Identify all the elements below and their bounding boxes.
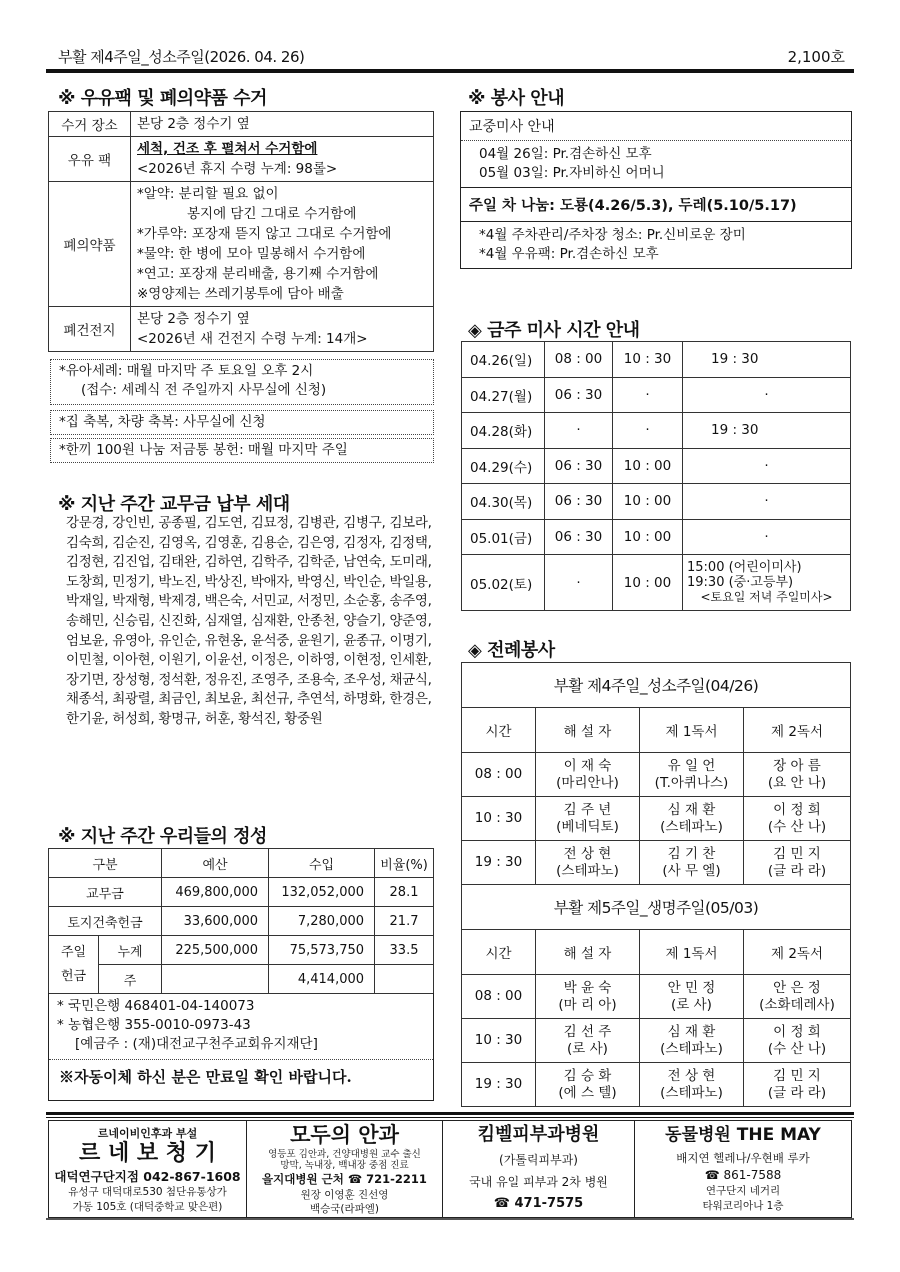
table-row — [462, 555, 851, 611]
commentator — [536, 753, 640, 797]
medicine-line: 봉지에 담긴 그대로 수거함에 — [187, 206, 357, 222]
milk-pack-count: <2026년 휴지 수령 누계: 98롤> — [137, 161, 338, 177]
medicine-line: *물약: 한 병에 모아 밀봉해서 수거함에 — [137, 246, 366, 262]
account-holder: [예금주 : (재)대전교구천주교회유지재단] — [75, 1036, 318, 1052]
ad-line: 을지대병원 근처 ☎ 721-2211 — [262, 1172, 427, 1186]
ad-dermatology — [443, 1121, 635, 1217]
bank-account: * 국민은행 468401-04-140073 — [57, 998, 255, 1014]
mass-time: 10 : 00 — [613, 519, 683, 555]
col-header: 제 2독서 — [744, 930, 851, 975]
ratio-value: 33.5 — [375, 936, 434, 965]
service-time: 10 : 30 — [462, 797, 536, 841]
commentator — [536, 841, 640, 885]
bank-account: * 농협은행 355-0010-0973-43 — [57, 1017, 251, 1033]
mass-time: 10 : 00 — [613, 555, 683, 611]
table-row — [49, 112, 434, 137]
service-time: 19 : 30 — [462, 1063, 536, 1107]
mass-time: · — [683, 448, 851, 484]
waste-section-title: ※ 우유팩 및 폐의약품 수거 — [58, 88, 267, 109]
table-row — [462, 841, 851, 885]
week-title: 부활 제5주일_생명주일(05/03) — [462, 885, 851, 930]
donor-names: 강문경, 강인빈, 공종필, 김도연, 김묘정, 김병관, 김병구, 김보라, 김숙희, 김순진, 김영옥, 김영훈, 김용순, 김은영, 김정자, 김정택, 김정현, 김진업, 김태완, 김하연, 김학주, 김학준, 남연숙, 도미래, 도창희, 민정기, 박노진, 박상진, 박애자, 박영신, 박인순, 박일용, 박재일, 박재형, 박제경, 백은숙, 서민교, 서정민, 소순홍, 송주영, 송해민, 신승림, 신진화, 심재열, 심재환, 안종천, 양슬기, 양준영, 엄보윤, 유영아, 유인순, 유현옹, 윤석중, 윤원기, 윤종규, 이명기, 이민철, 이아현, 이원기, 이윤선, 이정은, 이하영, 이현정, 인세환, 장기면, 장성형, 정석환, 정유진, 조영주, 조용숙, 조우성, 채균식, 채종석, 최광렬, 최금인, 최보윤, 최선규, 추연석, 하명화, 한경은, 한기윤, 허성희, 황명규, 허훈, 황석진, 황중원 — [66, 515, 432, 727]
ad-line: 유성구 대덕대로530 첨단유통상가 — [68, 1186, 227, 1198]
ad-hearing-aid — [49, 1121, 247, 1217]
mass-times-table — [461, 341, 851, 611]
ad-line: ☎ 471-7575 — [493, 1196, 584, 1211]
mass-time: 06 : 30 — [545, 484, 613, 520]
mass-time-line: 15:00 (어린이미사) — [687, 560, 802, 575]
ad-name: 르 네 보 청 기 — [79, 1141, 216, 1166]
table-row — [49, 878, 434, 907]
mass-service-header: 교중미사 안내 — [461, 112, 851, 141]
bulletin-title: 부활 제4주일_성소주일(2026. 04. 26) — [58, 48, 305, 66]
ad-line: 가동 105호 (대덕중학교 맞은편) — [72, 1201, 223, 1213]
baptismal-name: (T.아퀴나스) — [654, 774, 729, 791]
person-name: 김 주 년 — [563, 801, 612, 818]
col-header: 예산 — [162, 849, 269, 878]
first-reader — [640, 841, 744, 885]
sunday-offering-label — [49, 936, 99, 994]
ad-line: 망막, 녹내장, 백내장 중점 진료 — [280, 1160, 409, 1171]
commentator — [536, 1019, 640, 1063]
budget-value — [162, 965, 269, 994]
person-name: 유 일 언 — [667, 757, 716, 774]
row-label: 누계 — [99, 936, 162, 965]
person-name: 김 승 화 — [563, 1067, 612, 1084]
ad-name: 모두의 안과 — [290, 1123, 399, 1147]
ad-line: 백승국(라파엘) — [309, 1203, 380, 1215]
ratio-value: 21.7 — [375, 907, 434, 936]
commentator — [536, 975, 640, 1019]
row-label: 폐건전지 — [49, 307, 131, 352]
person-name: 심 재 환 — [667, 1023, 716, 1040]
mass-time: 06 : 30 — [545, 448, 613, 484]
person-name: 이 재 숙 — [563, 757, 612, 774]
ad-animal-hospital — [635, 1121, 851, 1217]
commentator — [536, 1063, 640, 1107]
income-value: 7,280,000 — [269, 907, 375, 936]
second-reader — [744, 1019, 851, 1063]
income-value: 132,052,000 — [269, 878, 375, 907]
mass-date: 04.29(수) — [462, 448, 545, 484]
col-header: 제 1독서 — [640, 930, 744, 975]
week-title-row — [462, 885, 851, 930]
col-header: 구분 — [49, 849, 162, 878]
mass-service-line: 04월 26일: Pr.겸손하신 모후 — [479, 146, 652, 162]
header-rule — [46, 69, 854, 73]
label-line: 주일 — [60, 944, 87, 960]
mass-service-line: 05월 03일: Pr.자비하신 어머니 — [479, 165, 665, 181]
ad-line: 국내 유일 피부과 2차 병원 — [469, 1175, 608, 1189]
budget-value: 33,600,000 — [162, 907, 269, 936]
table-row — [462, 797, 851, 841]
mass-time-note: <토요일 저녁 주일미사> — [700, 590, 833, 604]
mass-time: 06 : 30 — [545, 377, 613, 413]
label-line: 헌금 — [60, 968, 87, 984]
service-line: *4월 주차관리/주차장 청소: Pr.신비로운 장미 — [479, 227, 746, 243]
second-reader — [744, 797, 851, 841]
service-time: 08 : 00 — [462, 753, 536, 797]
mass-time: · — [545, 555, 613, 611]
col-header: 제 1독서 — [640, 708, 744, 753]
col-header: 비율(%) — [375, 849, 434, 878]
baptismal-name: (마 리 아) — [558, 996, 617, 1013]
row-label: 주 — [99, 965, 162, 994]
battery-count: <2026년 새 건전지 수령 누계: 14개> — [137, 331, 368, 347]
baptismal-name: (수 산 나) — [767, 1040, 827, 1057]
week-title: 부활 제4주일_성소주일(04/26) — [462, 663, 851, 708]
mass-time: 10 : 30 — [613, 342, 683, 378]
row-value: 본당 2층 정수기 옆 — [131, 112, 434, 137]
first-reader — [640, 797, 744, 841]
service-line: *4월 우유팩: Pr.겸손하신 모후 — [479, 246, 659, 262]
second-reader — [744, 1063, 851, 1107]
table-row — [462, 484, 851, 520]
notice-savings — [50, 438, 434, 463]
table-row — [49, 137, 434, 182]
row-label: 토지건축헌금 — [49, 907, 162, 936]
baptismal-name: (에 스 텔) — [558, 1084, 617, 1101]
notice-line: *한끼 100원 나눔 저금통 봉헌: 매월 마지막 주일 — [59, 442, 348, 458]
ad-line: ☎ 861-7588 — [704, 1168, 782, 1182]
baptismal-name: (베네딕토) — [556, 818, 619, 835]
ad-banner — [48, 1120, 852, 1218]
week-title-row — [462, 663, 851, 708]
baptismal-name: (스테파노) — [556, 862, 619, 879]
baptismal-name: (스테파노) — [660, 1040, 723, 1057]
mass-time: · — [683, 519, 851, 555]
person-name: 김 민 지 — [773, 845, 821, 862]
mass-date: 04.27(월) — [462, 377, 545, 413]
liturgy-title: ◈ 전례봉사 — [468, 640, 555, 661]
mass-date: 04.30(목) — [462, 484, 545, 520]
ad-line: 타워코리아나 1층 — [702, 1200, 784, 1212]
row-label: 수거 장소 — [49, 112, 131, 137]
donors-section-title: ※ 지난 주간 교무금 납부 세대 — [58, 494, 290, 515]
table-row — [462, 519, 851, 555]
ad-line: 대덕연구단지점 042-867-1608 — [54, 1169, 241, 1184]
liturgy-table — [461, 662, 851, 1107]
row-label: 폐의약품 — [49, 182, 131, 307]
person-name: 안 은 정 — [773, 979, 821, 996]
ad-line: 영등포 김안과, 건양대병원 교수 출신 — [268, 1149, 421, 1160]
baptismal-name: (스테파노) — [660, 818, 723, 835]
mass-time: 19 : 30 — [683, 342, 851, 378]
service-time: 19 : 30 — [462, 841, 536, 885]
person-name: 전 상 현 — [563, 845, 612, 862]
medicine-line: *알약: 분리할 필요 없이 — [137, 186, 279, 202]
budget-value: 469,800,000 — [162, 878, 269, 907]
mass-time: · — [613, 377, 683, 413]
table-row — [462, 377, 851, 413]
col-header: 수입 — [269, 849, 375, 878]
table-row — [49, 907, 434, 936]
service-time: 10 : 30 — [462, 1019, 536, 1063]
table-row — [49, 965, 434, 994]
person-name: 김 민 지 — [773, 1067, 821, 1084]
service-section-title: ※ 봉사 안내 — [468, 88, 565, 109]
mass-date: 05.01(금) — [462, 519, 545, 555]
col-header: 시간 — [462, 930, 536, 975]
ad-line: 르네이비인후과 부설 — [97, 1127, 198, 1140]
bank-info — [48, 993, 434, 1101]
baptismal-name: (로 사) — [671, 996, 712, 1013]
ad-name: 동물병원 THE MAY — [665, 1125, 821, 1145]
mass-time: 10 : 00 — [613, 484, 683, 520]
baptismal-name: (요 안 나) — [767, 774, 827, 791]
notice-line: *집 축복, 차량 축복: 사무실에 신청 — [59, 414, 266, 430]
mass-time-line: 19:30 (중·고등부) — [687, 575, 794, 590]
auto-transfer-notice: ※자동이체 하신 분은 만료일 확인 바랍니다. — [49, 1059, 433, 1093]
mass-time: · — [683, 377, 851, 413]
table-header-row — [462, 930, 851, 975]
first-reader — [640, 975, 744, 1019]
mass-time: · — [683, 484, 851, 520]
mass-time: 10 : 00 — [613, 448, 683, 484]
medicine-line: *가루약: 포장재 뜯지 않고 그대로 수거함에 — [137, 226, 392, 242]
notice-baptism — [50, 359, 434, 405]
notice-line: *유아세례: 매월 마지막 주 토요일 오후 2시 — [59, 363, 314, 379]
row-label: 우유 팩 — [49, 137, 131, 182]
table-row — [462, 753, 851, 797]
table-row — [462, 975, 851, 1019]
person-name: 박 윤 숙 — [563, 979, 612, 996]
second-reader — [744, 975, 851, 1019]
mass-times-title: ◈ 금주 미사 시간 안내 — [468, 320, 640, 341]
baptismal-name: (글 라 라) — [767, 862, 827, 879]
col-header: 해 설 자 — [536, 930, 640, 975]
table-row — [462, 1019, 851, 1063]
ad-eye-clinic — [247, 1121, 443, 1217]
baptismal-name: (스테파노) — [660, 1084, 723, 1101]
table-row — [49, 936, 434, 965]
service-time: 08 : 00 — [462, 975, 536, 1019]
mass-date: 04.26(일) — [462, 342, 545, 378]
person-name: 이 정 희 — [773, 801, 821, 818]
person-name: 이 정 희 — [773, 1023, 821, 1040]
baptismal-name: (로 사) — [567, 1040, 608, 1057]
first-reader — [640, 1063, 744, 1107]
issue-number: 2,100호 — [787, 48, 845, 66]
first-reader — [640, 753, 744, 797]
battery-location: 본당 2층 정수기 옆 — [137, 311, 250, 327]
second-reader — [744, 753, 851, 797]
table-row — [462, 1063, 851, 1107]
finance-table — [48, 848, 434, 994]
ad-line: 배지연 헬레나/우현배 루카 — [676, 1151, 810, 1165]
mass-time: 08 : 00 — [545, 342, 613, 378]
milk-pack-instruction: 세척, 건조 후 펼쳐서 수거함에 — [137, 141, 318, 157]
person-name: 김 선 주 — [563, 1023, 612, 1040]
mass-time: 06 : 30 — [545, 519, 613, 555]
col-header: 시간 — [462, 708, 536, 753]
ad-line: (가톨릭피부과) — [499, 1153, 578, 1167]
ratio-value: 28.1 — [375, 878, 434, 907]
table-row — [462, 342, 851, 378]
ad-line: 원장 이영훈 진선영 — [300, 1189, 389, 1201]
baptismal-name: (글 라 라) — [767, 1084, 827, 1101]
ad-line: 연구단지 네거리 — [705, 1185, 781, 1197]
mass-time: · — [545, 413, 613, 449]
car-sharing: 주일 차 나눔: 도룡(4.26/5.3), 두레(5.10/5.17) — [461, 187, 851, 221]
income-value: 75,573,750 — [269, 936, 375, 965]
budget-value: 225,500,000 — [162, 936, 269, 965]
table-row — [462, 413, 851, 449]
col-header: 제 2독서 — [744, 708, 851, 753]
person-name: 장 아 름 — [773, 757, 821, 774]
person-name: 안 민 정 — [667, 979, 716, 996]
person-name: 전 상 현 — [667, 1067, 716, 1084]
table-header-row — [462, 708, 851, 753]
ad-rule — [46, 1112, 854, 1118]
col-header: 해 설 자 — [536, 708, 640, 753]
medicine-line: ※영양제는 쓰레기봉투에 담아 배출 — [137, 286, 344, 302]
baptismal-name: (소화데레사) — [759, 996, 835, 1013]
baptismal-name: (마리안나) — [556, 774, 619, 791]
medicine-line: *연고: 포장재 분리배출, 용기째 수거함에 — [137, 266, 379, 282]
ad-rule-bottom — [46, 1218, 854, 1222]
baptismal-name: (수 산 나) — [767, 818, 827, 835]
second-reader — [744, 841, 851, 885]
person-name: 김 기 찬 — [667, 845, 716, 862]
first-reader — [640, 1019, 744, 1063]
baptismal-name: (사 무 엘) — [662, 862, 721, 879]
mass-time: · — [613, 413, 683, 449]
table-row — [462, 448, 851, 484]
person-name: 심 재 환 — [667, 801, 716, 818]
commentator — [536, 797, 640, 841]
income-value: 4,414,000 — [269, 965, 375, 994]
table-header-row — [49, 849, 434, 878]
service-box — [460, 111, 852, 269]
table-row — [49, 307, 434, 352]
table-row — [49, 182, 434, 307]
row-label: 교무금 — [49, 878, 162, 907]
mass-date: 04.28(화) — [462, 413, 545, 449]
mass-time: 19 : 30 — [683, 413, 851, 449]
ratio-value — [375, 965, 434, 994]
waste-table — [48, 111, 434, 352]
finance-section-title: ※ 지난 주간 우리들의 정성 — [58, 826, 267, 847]
mass-date: 05.02(토) — [462, 555, 545, 611]
notice-blessing — [50, 410, 434, 435]
ad-name: 킴벨피부과병원 — [477, 1124, 600, 1145]
notice-line: (접수: 세례식 전 주일까지 사무실에 신청) — [81, 382, 327, 398]
